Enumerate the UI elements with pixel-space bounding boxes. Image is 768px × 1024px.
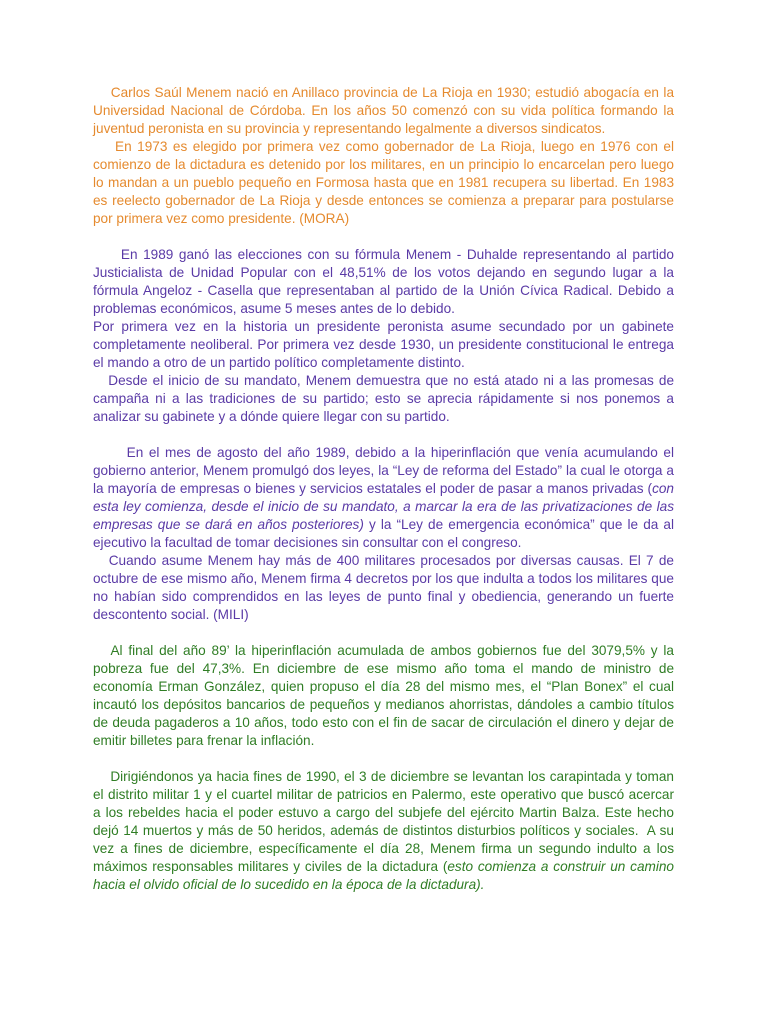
text-run: Dirigiéndonos ya hacia fines de 1990, el 3 de diciembre se levantan los carapintada y toman el distrito militar 1 y el cuartel militar de patricios en Palermo, este operativo que buscó acercar a los rebeldes hacia el poder estuvo a cargo del subjefe del ejército Martin Balza. Este hecho dejó 14 muertos y más de 50 heridos, además de distintos disturbios políticos y sociales. A su vez a fines de diciembre, específicamente el día 28, Menem firma un segundo indulto a los máximos responsables militares y civiles de la dictadura (: [93, 769, 678, 874]
paragraph: En 1973 es elegido por primera vez como gobernador de La Rioja, luego en 1976 con el comienzo de la dictadura es detenido por los militares, en un principio lo encarcelan pero luego lo mandan a un pueblo pequeño en Formosa hasta que en 1981 recupera su libertad. En 1983 es reelecto gobernador de La Rioja y desde entonces se comienza a preparar para postularse por primera vez como presidente. (MORA): [93, 139, 678, 226]
paragraph: Desde el inicio de su mandato, Menem demuestra que no está atado ni a las promesas de campaña ni a las tradiciones de su partido; esto se aprecia rápidamente si nos ponemos a analizar su gabinete y a dónde quiere llegar con su partido.: [93, 373, 678, 424]
italic-text-run: esto comienza a construir un camino hacia el olvido oficial de lo sucedido en la época de la dictadura).: [93, 859, 678, 892]
paragraph: Carlos Saúl Menem nació en Anillaco provincia de La Rioja en 1930; estudió abogacía en la Universidad Nacional de Córdoba. En los años 50 comenzó con su vida política formando la juventud peronista en su provincia y representando legalmente a diversos sindicatos.: [93, 85, 678, 136]
section-mili: [93, 444, 678, 624]
paragraph: En 1989 ganó las elecciones con su fórmula Menem - Duhalde representando al partido Justicialista de Unidad Popular con el 48,51% de los votos dejando en segundo lugar a la fórmula Angeloz - Casella que representaban al partido de la Unión Cívica Radical. Debido a problemas económicos, asume 5 meses antes de lo debido.: [93, 247, 678, 316]
section-mora: [93, 84, 678, 228]
section-1989: [93, 246, 678, 426]
italic-text-run: con esta ley comienza, desde el inicio de su mandato, a marcar la era de las privatizaciones de las empresas que se dará en años posteriores): [93, 481, 678, 532]
section-89: [93, 642, 678, 750]
paragraph: [93, 768, 678, 894]
text-run: En el mes de agosto del año 1989, debido a la hiperinflación que venía acumulando el gobierno anterior, Menem promulgó dos leyes, la “Ley de reforma del Estado” la cual le otorga a la mayoría de empresas o bienes y servicios estatales el poder de pasar a manos privadas (: [93, 445, 678, 496]
text-run: y la “Ley de emergencia económica” que le da al ejecutivo la facultad de tomar decisiones sin consultar con el congreso.: [93, 517, 678, 550]
paragraph: Al final del año 89’ la hiperinflación acumulada de ambos gobiernos fue del 3079,5% y la pobreza fue del 47,3%. En diciembre de ese mismo año toma el mando de ministro de economía Erman González, quien propuso el día 28 del mismo mes, el “Plan Bonex” el cual incautó los depósitos bancarios de pequeños y medianos ahorristas, dándoles a cambio títulos de deuda pagaderos a 10 años, todo esto con el fin de sacar de circulación el dinero y dejar de emitir billetes para frenar la inflación.: [93, 643, 678, 748]
paragraph: Por primera vez en la historia un presidente peronista asume secundado por un gabinete completamente neoliberal. Por primera vez desde 1930, un presidente constitucional le entrega el mando a otro de un partido político completamente distinto.: [93, 319, 678, 370]
section-1990: [93, 768, 678, 894]
paragraph: Cuando asume Menem hay más de 400 militares procesados por diversas causas. El 7 de octubre de ese mismo año, Menem firma 4 decretos por los que indulta a todos los militares que no habían sido comprendidos en las leyes de punto final y obediencia, generando un fuerte descontento social. (MILI): [93, 553, 678, 622]
paragraph: [93, 444, 678, 552]
